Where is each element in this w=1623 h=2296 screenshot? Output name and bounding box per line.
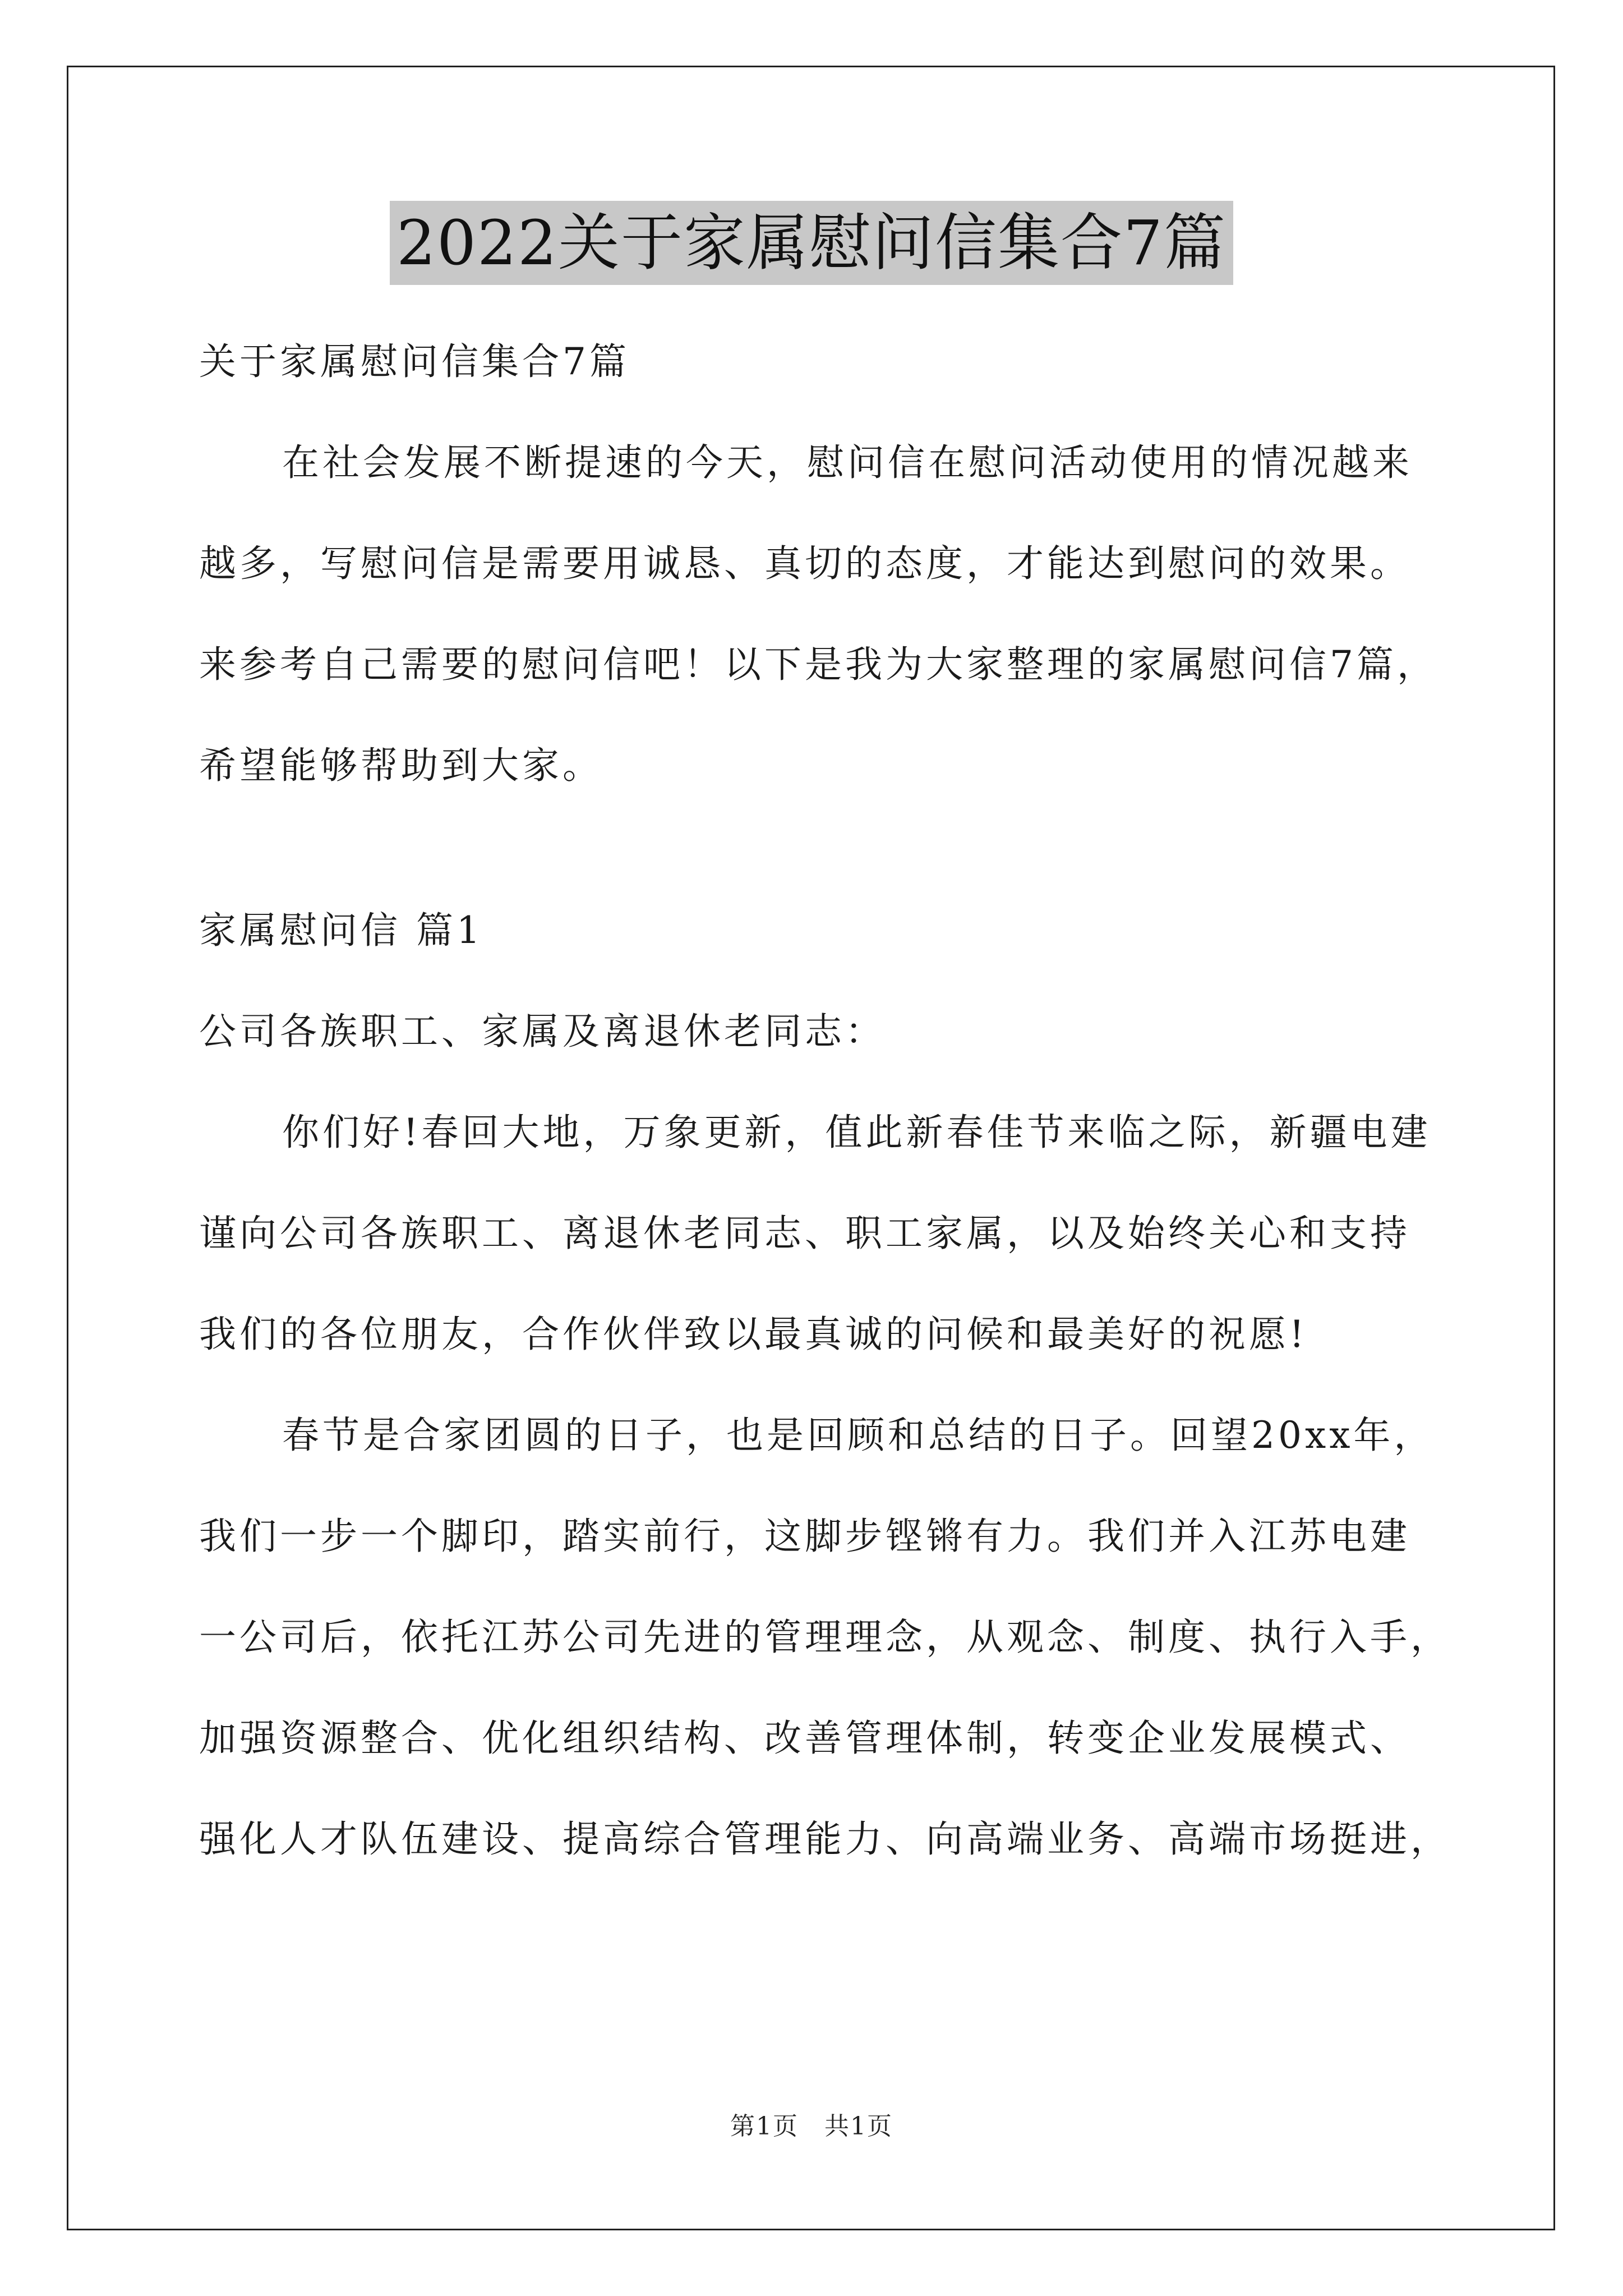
intro-line-3: 来参考自己需要的慰问信吧！以下是我为大家整理的家属慰问信7篇，: [199, 643, 1437, 686]
salutation: 公司各族职工、家属及离退休老同志：: [199, 1010, 886, 1053]
body-line-7: 加强资源整合、优化组织结构、改善管理体制，转变企业发展模式、: [199, 1717, 1410, 1760]
title-wrap: [0, 201, 1623, 285]
section-heading: 家属慰问信 篇1: [199, 909, 483, 952]
document-title: 2022关于家属慰问信集合7篇: [390, 201, 1233, 285]
document-body: [199, 311, 1451, 1890]
body-line-4: 春节是合家团圆的日子，也是回顾和总结的日子。回望20xx年，: [282, 1414, 1435, 1457]
body-line-5: 我们一步一个脚印，踏实前行，这脚步铿锵有力。我们并入江苏电建: [199, 1515, 1410, 1558]
body-line-2: 谨向公司各族职工、离退休老同志、职工家属，以及始终关心和支持: [199, 1212, 1410, 1255]
intro-line-4: 希望能够帮助到大家。: [199, 744, 603, 787]
body-line-8: 强化人才队伍建设、提高综合管理能力、向高端业务、高端市场挺进，: [199, 1818, 1451, 1861]
subtitle-line: 关于家属慰问信集合7篇: [199, 340, 630, 383]
intro-line-1: 在社会发展不断提速的今天，慰问信在慰问活动使用的情况越来: [282, 441, 1413, 484]
body-line-6: 一公司后，依托江苏公司先进的管理理念，从观念、制度、执行入手，: [199, 1616, 1451, 1659]
intro-line-2: 越多，写慰问信是需要用诚恳、真切的态度，才能达到慰问的效果。: [199, 542, 1410, 585]
page-footer: 第1页 共1页: [730, 2112, 893, 2141]
section-gap: [199, 816, 1433, 880]
body-line-1: 你们好!春回大地，万象更新，值此新春佳节来临之际，新疆电建: [282, 1111, 1431, 1154]
body-line-3: 我们的各位朋友，合作伙伴致以最真诚的问候和最美好的祝愿!: [199, 1313, 1308, 1356]
